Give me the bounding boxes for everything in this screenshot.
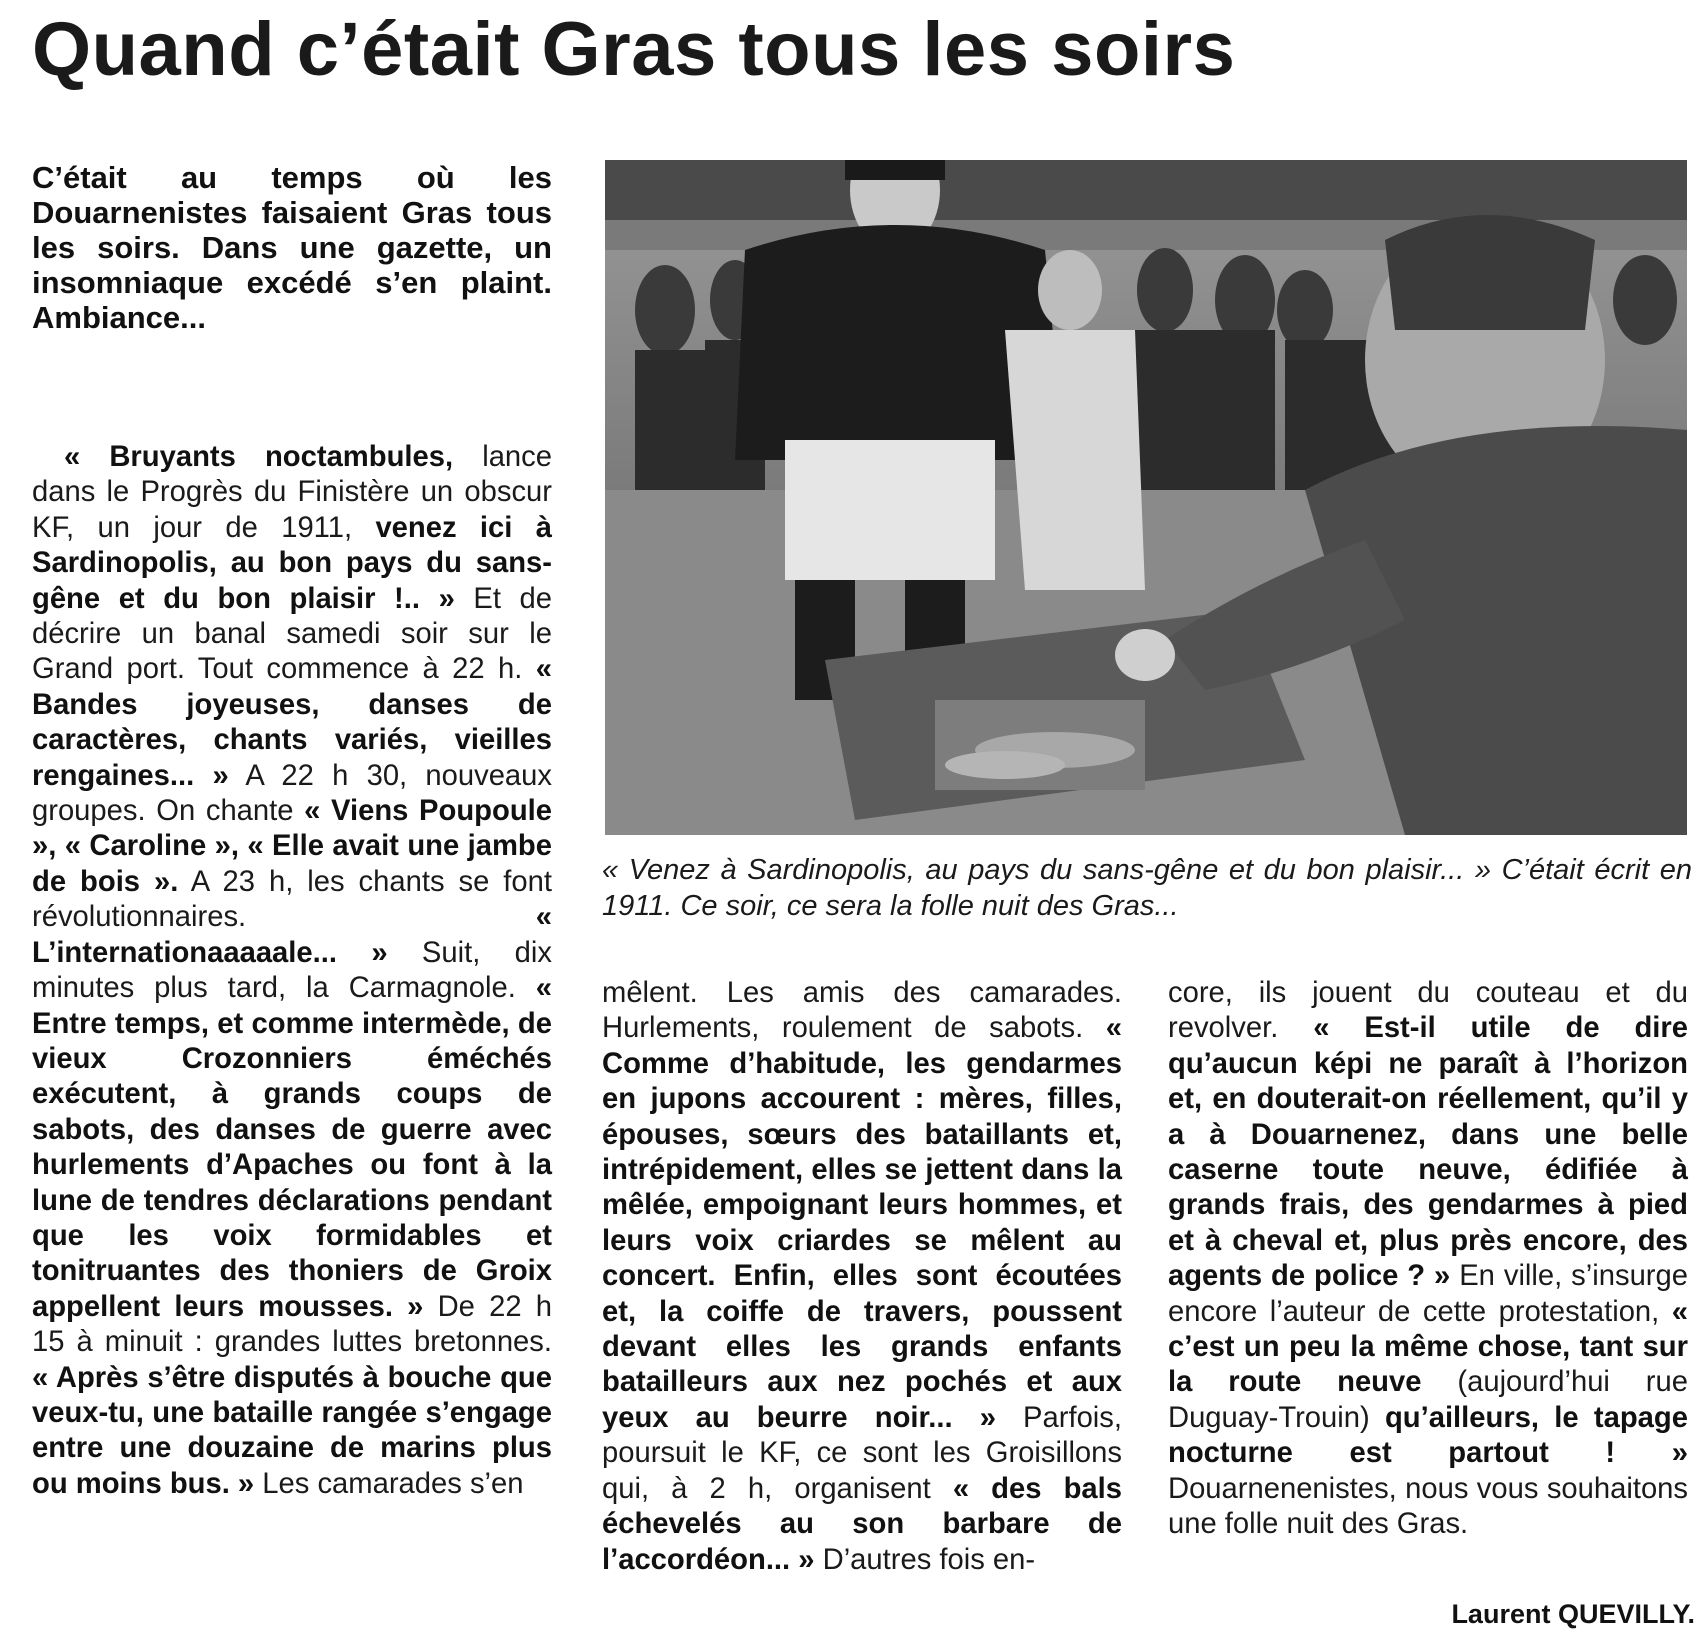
col1-segment: Suit, dix minutes plus tard, la Carmagnole.	[32, 936, 552, 1005]
col3-segment: En ville, s’insurge encore l’auteur de cette protestation,	[1168, 1260, 1688, 1328]
fish-market-scene	[605, 160, 1687, 835]
col1-segment: A 23 h, les chants se font révolutionnaires.	[32, 865, 552, 934]
col1-segment: « Bruyants noctambules,	[64, 441, 454, 473]
col2-segment: Parfois, poursuit le KF, ce sont les Groisillons qui, à 2 h, organisent	[602, 1401, 1122, 1505]
col1-segment: « Viens Poupoule », « Caroline », « Elle avait une jambe de bois ».	[32, 795, 553, 898]
headline: Quand c’était Gras tous les soirs	[32, 7, 1236, 92]
column-2-text	[602, 976, 1122, 1578]
col1-segment: « L’internationaaaaale... »	[32, 901, 552, 969]
photo-caption	[602, 852, 1692, 924]
column-1	[32, 440, 552, 1502]
col3-segment: qu’ailleurs, le tapage nocturne est partout ! »	[1168, 1401, 1688, 1470]
col1-segment: Et de décrire un banal samedi soir sur le Grand port. Tout commence à 22 h.	[32, 582, 552, 686]
col3-segment: « Est-il utile de dire qu’aucun képi ne paraît à l’horizon et, en douterait-on réellement, qu’il y a à Douarnenez, dans une belle caserne toute neuve, édifiée à grands frais, des gendarmes à pied et à cheval et, plus près encore, des agents de police ? »	[1168, 1012, 1688, 1293]
author-byline: Laurent QUEVILLY.	[1451, 1599, 1695, 1629]
col3-segment: « c’est un peu la même chose, tant sur la route neuve	[1168, 1295, 1688, 1399]
col3-segment: core, ils jouent du couteau et du revolver.	[1168, 977, 1688, 1045]
caption-line-1: « Venez à Sardinopolis, au pays du sans-gêne et du bon plaisir... »	[602, 854, 1492, 886]
col1-segment: venez ici à Sardinopolis, au bon pays du sans-gêne et du bon plaisir !.. »	[32, 511, 552, 615]
col2-segment: « des bals échevelés au son barbare de l’accordéon... »	[602, 1472, 1122, 1576]
market-photo	[605, 160, 1687, 835]
col3-segment: Douarnenenistes, nous vous souhaitons une folle nuit des Gras.	[1168, 1472, 1688, 1541]
col1-segment: « Entre temps, et comme intermède, de vieux Crozonniers éméchés exécutent, à grands coups de sabots, des danses de guerre avec hurlements d’Apaches ou font à la lune de tendres déclarations pendant que les voix formidables et tonitruantes des thoniers de Groix appellent leurs mousses. »	[32, 972, 552, 1323]
col1-segment: « Bandes joyeuses, danses de caractères, chants variés, vieilles rengaines... »	[32, 653, 552, 792]
col1-segment: A 22 h 30, nouveaux groupes. On chante	[32, 759, 552, 828]
col2-segment: « Comme d’habitude, les gendarmes en jupons accourent : mères, filles, épouses, sœurs des bataillants et, intrépidement, elles se jettent dans la mêlée, empoignant leurs hommes, et leurs voix criardes se mêlent au concert. Enfin, elles sont écoutées et, la coiffe de travers, poussent devant elles les grands enfants batailleurs aux nez pochés et aux yeux au beurre noir... »	[602, 1012, 1122, 1434]
col2-segment: mêlent. Les amis des camarades. Hurlements, roulement de sabots.	[602, 977, 1122, 1045]
column-3-text	[1168, 976, 1688, 1543]
col1-segment: lance dans le Progrès du Finistère un obscur KF, un jour de 1911,	[32, 441, 552, 544]
col1-segment: De 22 h 15 à minuit : grandes luttes bretonnes.	[32, 1290, 552, 1359]
column-1-text	[32, 440, 552, 1502]
col2-segment: D’autres fois en-	[814, 1543, 1036, 1576]
column-2	[602, 976, 1122, 1578]
caption-line-2: C’était écrit en 1911. Ce soir, ce sera la folle nuit des Gras...	[602, 854, 1693, 922]
col1-segment: « Après s’être disputés à bouche que veux-tu, une bataille rangée s’engage entre une douzaine de marins plus ou moins bus. »	[32, 1361, 552, 1500]
col1-segment: Les camarades s’en	[254, 1467, 524, 1500]
col3-segment: (aujourd’hui rue Duguay-Trouin)	[1168, 1366, 1688, 1434]
lead-paragraph: C’était au temps où les Douarnenistes faisaient Gras tous les soirs. Dans une gazette, un insomniaque excédé s’en plaint. Ambiance...	[32, 160, 552, 335]
column-3	[1168, 976, 1688, 1543]
